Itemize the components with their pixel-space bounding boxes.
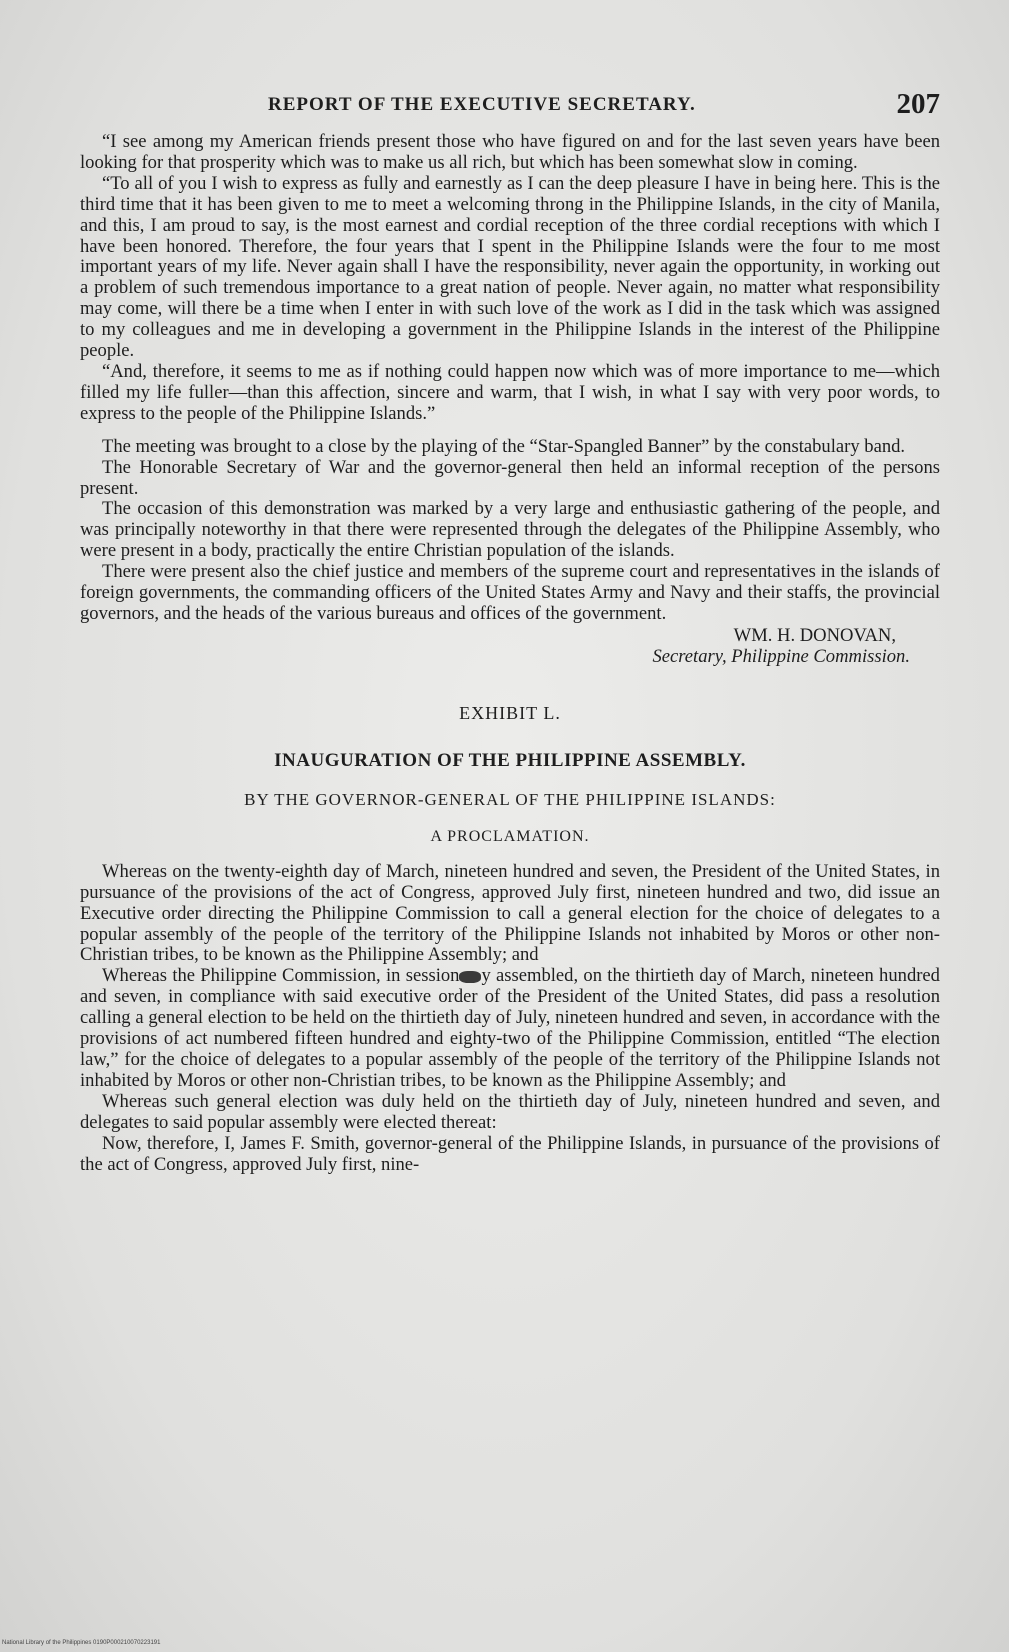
- ink-blot-mark: [459, 971, 481, 983]
- narrative-paragraph-3: The occasion of this demonstration was marked by a very large and enthusiastic gathering of the people, and was principally noteworthy in that there were represented through the delegates of the Philippine Assembly, who were present in a body, practically the entire Christian population of the islands.: [80, 498, 940, 562]
- section-heading: INAUGURATION OF THE PHILIPPINE ASSEMBLY.: [274, 749, 746, 771]
- signature-block: [80, 625, 940, 667]
- narrative-block: [80, 437, 940, 625]
- exhibit-label: EXHIBIT L.: [459, 702, 561, 723]
- proclamation-paragraph-2-end: y assembled, on the thirtieth day of March, nineteen hundred and seven, in compliance with said executive order of the President of the United States, did pass a resolution calling a general election to be held on the thirtieth day of July, nineteen hundred and seven, in accordance with the provisions of act numbered fifteen hundred and eighty-two of the Philippine Commission, entitled “The election law,” for the choice of delegates to a popular assembly of the people of the territory of the Philippine Islands not inhabited by Moros or other non-Christian tribes, to be known as the Philippine Assembly; and: [80, 965, 940, 1091]
- proclamation-paragraph-2: [80, 966, 940, 1091]
- speech-paragraph-1: “I see among my American friends present those who have figured on and for the last seven years have been looking for that prosperity which was to make us all rich, but which has been somewhat slow in coming.: [80, 131, 940, 173]
- speech-paragraph-2: “To all of you I wish to express as fully and earnestly as I can the deep pleasure I have in being here. This is the third time that it has been given to me to meet a welcoming throng in the Philippine Islands, in the city of Manila, and this, I am proud to say, is the most earnest and cordial reception of the three cordial receptions with which I have been honored. Therefore, the four years that I spent in the Philippine Islands were the four to me most important years of my life. Never again shall I have the responsibility, never again the opportunity, in working out a problem of such tremendous importance to a great nation of people. Never again, no matter what responsibility may come, will there be a time when I enter in with such love of the work as I did in the task which was assigned to my colleagues and me in developing a government in the Philippine Islands in the interest of the Philippine people.: [80, 172, 940, 362]
- proclamation-byline: BY THE GOVERNOR-GENERAL OF THE PHILIPPINE ISLANDS:: [244, 789, 776, 809]
- speech-paragraph-3: “And, therefore, it seems to me as if nothing could happen now which was of more importance to me—which filled my life fuller—than this affection, sincere and warm, that I wish, in what I say with very poor words, to express to the people of the Philippine Islands.”: [80, 360, 940, 424]
- proclamation-paragraph-2-start: Whereas the Philippine Commission, in session: [102, 965, 460, 987]
- proclamation-subheading: A PROCLAMATION.: [430, 827, 590, 845]
- proclamation-paragraph-4: Now, therefore, I, James F. Smith, governor-general of the Philippine Islands, in pursuance of the provisions of the act of Congress, approved July first, nine-: [80, 1132, 940, 1175]
- signatory-name: WM. H. DONOVAN,: [733, 624, 896, 646]
- proclamation-paragraph-3: Whereas such general election was duly held on the thirtieth day of July, nineteen hundred and seven, and delegates to said popular assembly were elected thereat:: [80, 1090, 940, 1133]
- footer-credit: National Library of the Philippines 0190P000210070223191: [2, 1640, 161, 1646]
- signatory-title: Secretary, Philippine Commission.: [652, 645, 910, 667]
- speech-block: [80, 132, 940, 425]
- proclamation-body: [80, 862, 940, 1176]
- proclamation-paragraph-1: Whereas on the twenty-eighth day of March, nineteen hundred and seven, the President of the United States, in pursuance of the provisions of the act of Congress, approved July first, nineteen hundred and two, did issue an Executive order directing the Philippine Commission to call a general election for the choice of delegates to a popular assembly of the people of the territory of the Philippine Islands not inhabited by Moros or other non-Christian tribes, to be known as the Philippine Assembly; and: [80, 860, 940, 966]
- running-title: REPORT OF THE EXECUTIVE SECRETARY.: [268, 94, 696, 115]
- page-content: [80, 88, 940, 1175]
- narrative-paragraph-2: The Honorable Secretary of War and the governor-general then held an informal reception of the persons present.: [80, 456, 940, 499]
- narrative-paragraph-1: The meeting was brought to a close by the playing of the “Star-Spangled Banner” by the constabulary band.: [102, 435, 906, 457]
- narrative-paragraph-4: There were present also the chief justice and members of the supreme court and representatives in the islands of foreign governments, the commanding officers of the United States Army and Navy and their staffs, the provincial governors, and the heads of the various bureaus and offices of the government.: [80, 561, 940, 624]
- running-head: [80, 88, 940, 126]
- page-number: 207: [896, 88, 940, 120]
